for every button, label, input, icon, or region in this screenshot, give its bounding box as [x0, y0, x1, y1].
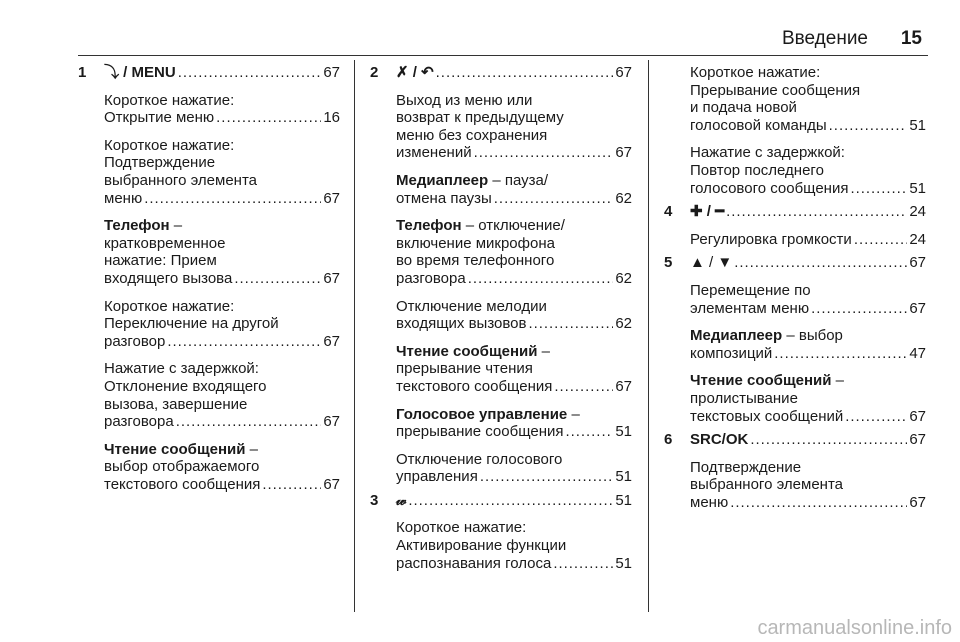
page-ref: 67: [615, 377, 632, 395]
page-title: Введение: [781, 28, 868, 49]
sub-entry: Отключение голосового управления . . . 51: [370, 451, 632, 486]
column-divider: [354, 60, 355, 612]
page-ref: 67: [909, 254, 926, 272]
column-2: [370, 60, 632, 572]
sub-entry: Отключение мелодии входящих вызовов . . . 62: [370, 298, 632, 333]
page-ref: 51: [909, 179, 926, 197]
page-header: [78, 26, 928, 56]
plus-icon: ✚: [690, 203, 703, 221]
entry-label: / MENU: [119, 64, 176, 81]
page-ref: 24: [909, 203, 926, 221]
page-ref: 67: [323, 332, 340, 350]
sub-entry: Голосовое управление – прерывание сообщения . . . 51: [370, 406, 632, 441]
sub-entry: Перемещение по элементам меню . . . 67: [664, 282, 926, 317]
sub-entry: Нажатие с задержкой: Повтор последнего голосового сообщения . . . 51: [664, 144, 926, 197]
page-ref: 47: [909, 344, 926, 362]
entry-number: 4: [664, 203, 673, 221]
arrow-up-icon: ▲: [690, 254, 705, 272]
page-ref: 51: [615, 423, 632, 441]
page-ref: 16: [323, 109, 340, 127]
sub-entry: Телефон – отключение/ включение микрофона во время телефонного разговора . . . 62: [370, 217, 632, 287]
sub-entry: Подтверждение выбранного элемента меню . . . 67: [664, 459, 926, 512]
entry-number: 6: [664, 431, 673, 449]
voice-control-icon: 𝓌: [396, 491, 407, 509]
entry-label: SRC/OK: [690, 431, 749, 449]
page-ref: 62: [615, 189, 632, 207]
sub-entry: Короткое нажатие: Открытие меню . . . 16: [78, 92, 340, 127]
entry-2: 2 ✗ / ↶ . . . 67: [370, 64, 632, 82]
back-icon: ↶: [421, 64, 434, 81]
page-ref: 51: [909, 116, 926, 134]
page-ref: 67: [615, 144, 632, 162]
phone-hook-icon: ⤵: [104, 64, 120, 81]
entry-number: 3: [370, 491, 379, 509]
entry-4: 4 ✚ / ━ . . . 24: [664, 203, 926, 221]
entry-number: 5: [664, 254, 673, 272]
header-rule: [78, 55, 928, 56]
page-ref: 62: [615, 315, 632, 333]
arrow-down-icon: ▼: [717, 254, 733, 272]
page-ref: 67: [323, 413, 340, 431]
page-ref: 67: [615, 64, 632, 81]
page-ref: 67: [909, 407, 926, 425]
minus-icon: ━: [715, 203, 725, 221]
sub-entry: Чтение сообщений – выбор отображаемого текстового сообщения . . . 67: [78, 441, 340, 494]
column-1: [78, 60, 340, 493]
sub-entry: Регулировка громкости . . . 24: [664, 231, 926, 249]
column-3: [664, 60, 926, 511]
entry-5: 5 ▲ / ▼ . . . 67: [664, 254, 926, 272]
watermark: carmanualsonline.info: [757, 617, 952, 639]
page-ref: 67: [909, 299, 926, 317]
entry-1: [78, 64, 340, 82]
sub-entry: Короткое нажатие: Переключение на другой разговор . . . 67: [78, 298, 340, 351]
entry-number: 2: [370, 64, 379, 81]
entry-number: 1: [78, 64, 87, 81]
page-ref: 62: [615, 269, 632, 287]
page-ref: 67: [909, 493, 926, 511]
column-divider: [648, 60, 649, 612]
page-ref: 67: [323, 189, 340, 207]
sub-entry: Чтение сообщений – прерывание чтения текстового сообщения . . . 67: [370, 343, 632, 396]
sub-entry: Медиаплеер – выбор композиций . . . 47: [664, 327, 926, 362]
page-ref: 51: [615, 468, 632, 486]
page-number: 15: [900, 28, 922, 49]
page-ref: 24: [909, 230, 926, 248]
page-ref: 51: [615, 491, 632, 509]
sub-entry: Медиаплеер – пауза/ отмена паузы . . . 62: [370, 172, 632, 207]
sub-entry: Чтение сообщений – пролистывание текстовых сообщений . . . 67: [664, 372, 926, 425]
page-ref: 67: [909, 431, 926, 449]
mute-icon: ✗: [396, 64, 409, 81]
page-ref: 67: [323, 475, 340, 493]
sub-entry: Нажатие с задержкой: Отклонение входящего вызова, завершение разговора . . . 67: [78, 360, 340, 430]
page-ref: 67: [323, 64, 340, 81]
page-ref: 67: [323, 269, 340, 287]
page-ref: 51: [615, 554, 632, 572]
entry-6: [664, 431, 926, 449]
entry-3: [370, 492, 632, 510]
sub-entry: Короткое нажатие: Прерывание сообщения и подача новой голосовой команды . . . 51: [664, 64, 926, 134]
sub-entry: Телефон – кратковременное нажатие: Прием входящего вызова . . . 67: [78, 217, 340, 287]
sub-entry: Короткое нажатие: Активирование функции распознавания голоса . . . 51: [370, 519, 632, 572]
sub-entry: Выход из меню или возврат к предыдущему меню без сохранения изменений . . . 67: [370, 92, 632, 162]
sub-entry: Короткое нажатие: Подтверждение выбранного элемента меню . . . 67: [78, 137, 340, 207]
